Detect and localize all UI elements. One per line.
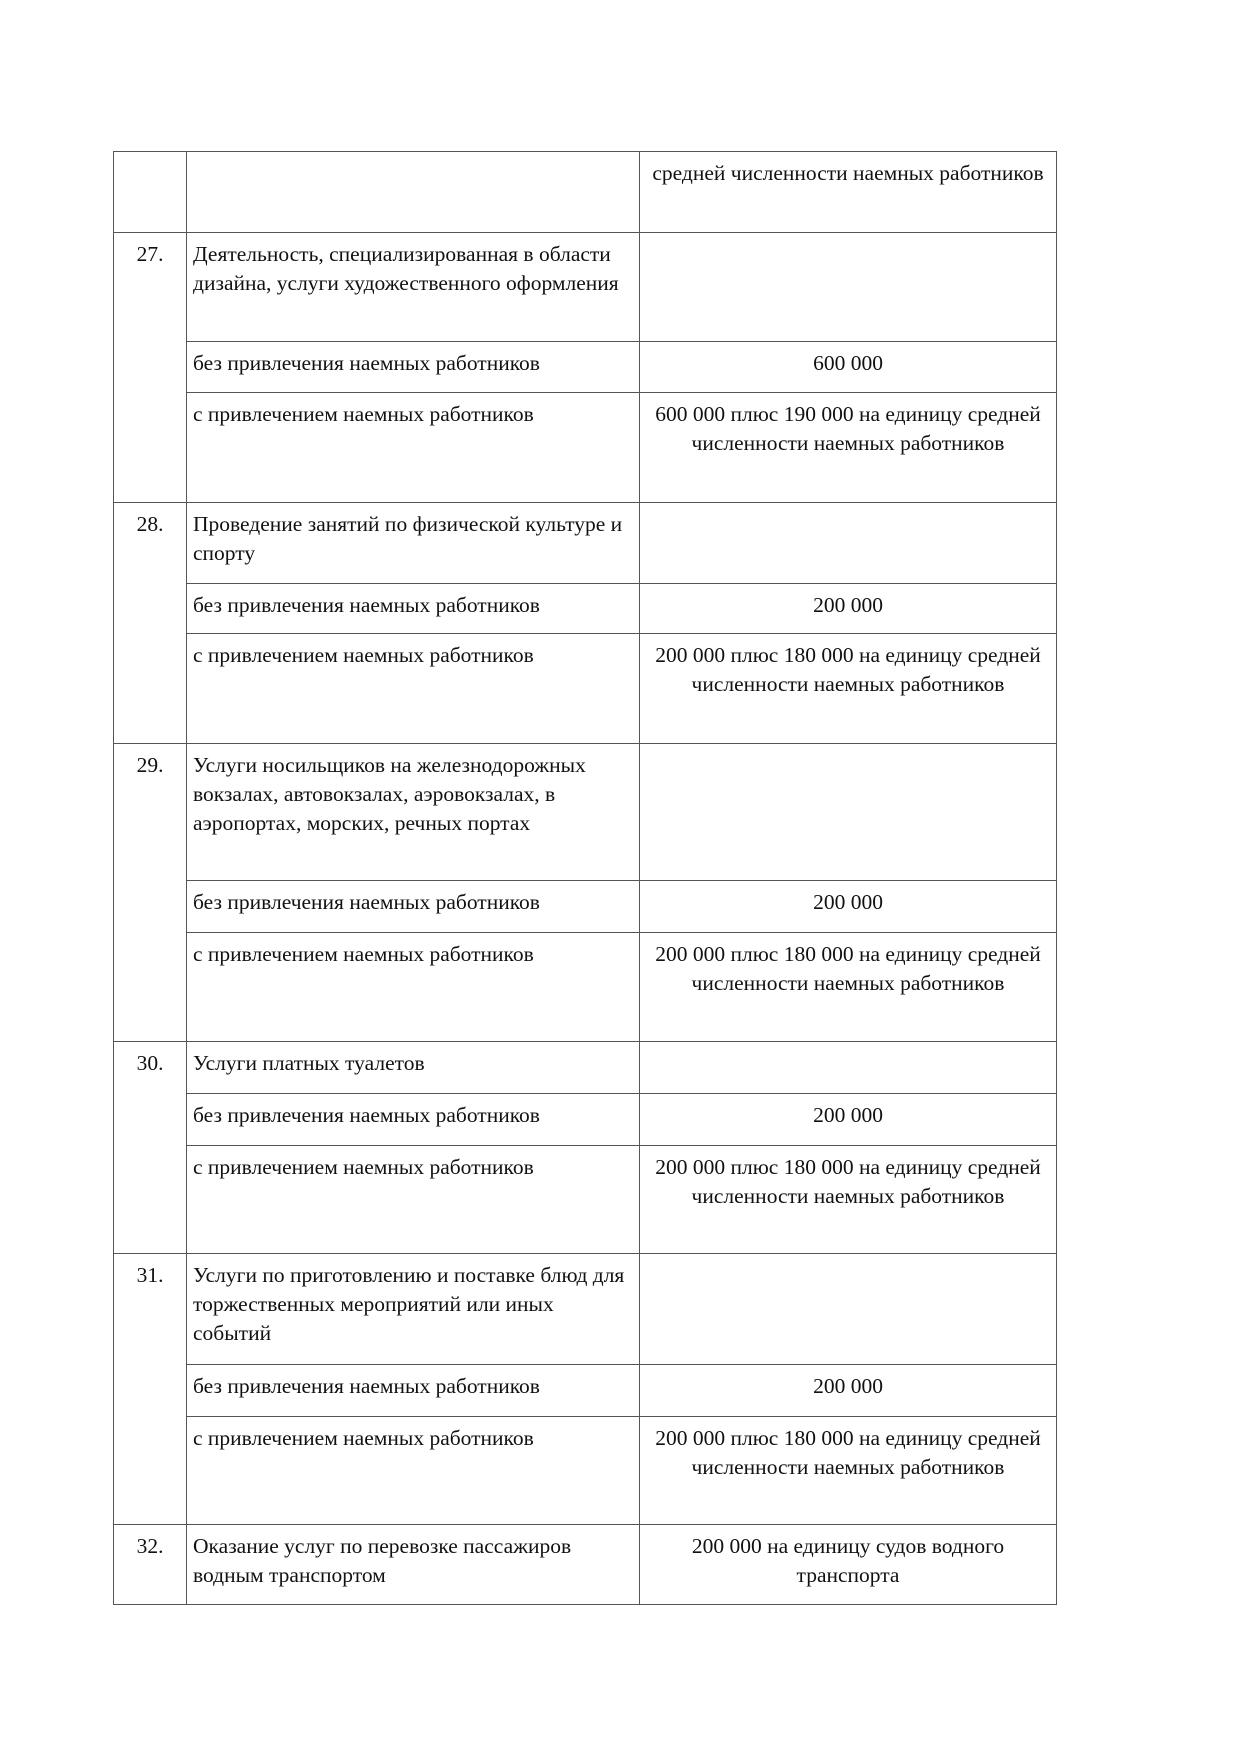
item-number: 29. [114,744,187,1042]
subitem-value: 200 000 плюс 180 000 на единицу средней численности наемных работников [640,1417,1057,1525]
item-value [640,503,1057,584]
item-value: 200 000 на единицу судов водного транспорта [640,1525,1057,1605]
subitem-label: без привлечения наемных работников [187,881,640,933]
table-row-item [114,1525,1057,1605]
subitem-label: без привлечения наемных работников [187,342,640,393]
subitem-label: с привлечением наемных работников [187,1417,640,1525]
table-row-item [114,1254,1057,1365]
table-row-subitem [114,881,1057,933]
subitem-value: 200 000 [640,1094,1057,1146]
table-row-subitem [114,1094,1057,1146]
table-row-subitem [114,1365,1057,1417]
item-number: 28. [114,503,187,744]
item-name: Услуги носильщиков на железнодорожных вокзалах, автовокзалах, аэровокзалах, в аэропортах, морских, речных портах [187,744,640,881]
table-body [114,152,1057,1605]
table-row-item [114,503,1057,584]
subitem-value: 200 000 плюс 180 000 на единицу средней численности наемных работников [640,1146,1057,1254]
subitem-value: 600 000 плюс 190 000 на единицу средней численности наемных работников [640,393,1057,503]
value-cell: средней численности наемных работников [640,152,1057,233]
name-cell [187,152,640,233]
subitem-value: 200 000 [640,584,1057,634]
table-row-subitem [114,342,1057,393]
table-row-continuation [114,152,1057,233]
table-row-subitem [114,393,1057,503]
table-row-subitem [114,1146,1057,1254]
subitem-value: 200 000 плюс 180 000 на единицу средней численности наемных работников [640,634,1057,744]
subitem-label: с привлечением наемных работников [187,393,640,503]
subitem-label: без привлечения наемных работников [187,1365,640,1417]
number-cell [114,152,187,233]
item-name: Деятельность, специализированная в области дизайна, услуги художественного оформления [187,233,640,342]
table-row-subitem [114,1417,1057,1525]
subitem-label: с привлечением наемных работников [187,1146,640,1254]
subitem-label: с привлечением наемных работников [187,634,640,744]
subitem-value: 200 000 [640,1365,1057,1417]
table-row-subitem [114,933,1057,1042]
item-number: 32. [114,1525,187,1605]
item-value [640,744,1057,881]
table-row-subitem [114,584,1057,634]
item-number: 31. [114,1254,187,1525]
table-row-subitem [114,634,1057,744]
item-name: Оказание услуг по перевозке пассажиров водным транспортом [187,1525,640,1605]
subitem-value: 200 000 плюс 180 000 на единицу средней численности наемных работников [640,933,1057,1042]
item-name: Услуги по приготовлению и поставке блюд для торжественных мероприятий или иных событий [187,1254,640,1365]
item-value [640,1042,1057,1094]
item-number: 27. [114,233,187,503]
table-row-item [114,233,1057,342]
item-value [640,233,1057,342]
subitem-label: без привлечения наемных работников [187,1094,640,1146]
subitem-value: 600 000 [640,342,1057,393]
subitem-label: без привлечения наемных работников [187,584,640,634]
item-name: Проведение занятий по физической культуре и спорту [187,503,640,584]
subitem-value: 200 000 [640,881,1057,933]
tax-rates-table [113,151,1057,1605]
item-name: Услуги платных туалетов [187,1042,640,1094]
table-row-item [114,1042,1057,1094]
subitem-label: с привлечением наемных работников [187,933,640,1042]
item-value [640,1254,1057,1365]
table-row-item [114,744,1057,881]
item-number: 30. [114,1042,187,1254]
